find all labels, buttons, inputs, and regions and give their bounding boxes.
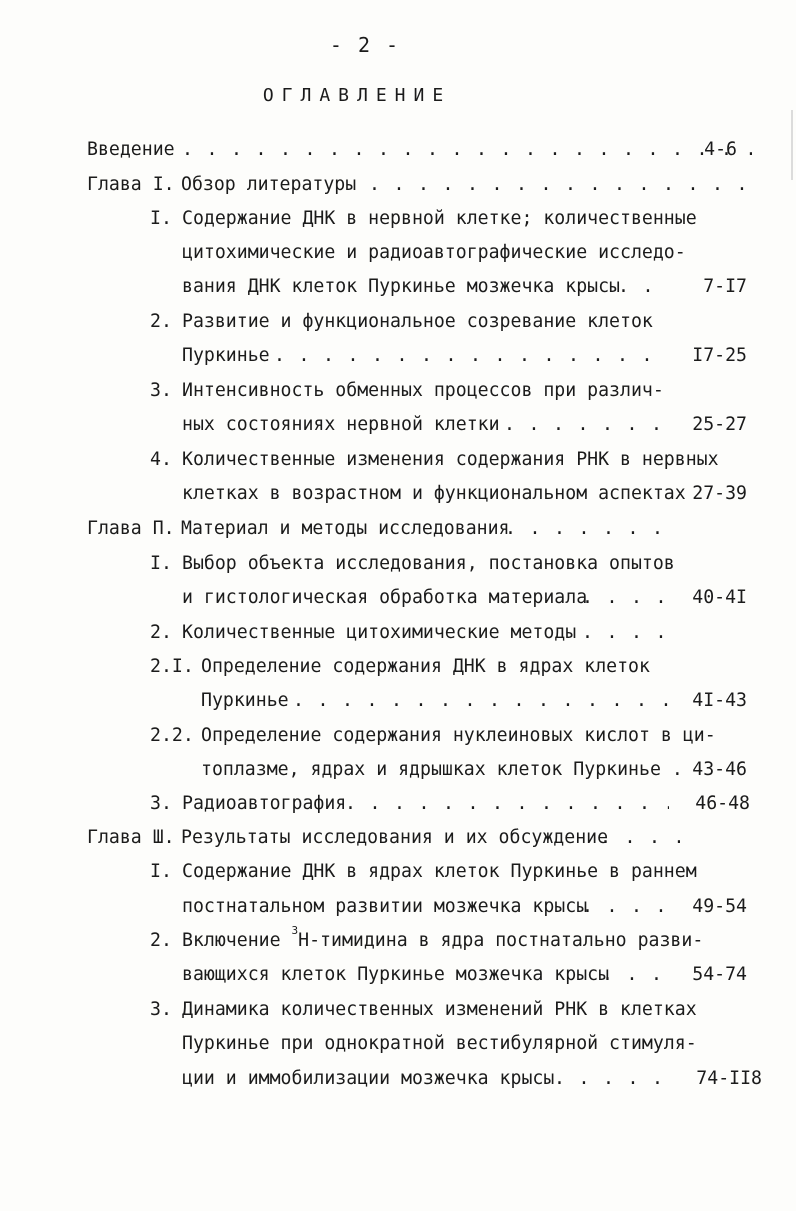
entry-line: Пуркинье	[182, 345, 270, 366]
section-number: 2.	[150, 311, 172, 332]
toc-entry-continued	[182, 238, 762, 268]
entry-line: Развитие и функциональное созревание клеток	[182, 311, 653, 332]
entry-line: постнатальном развитии мозжечка крысы	[182, 896, 588, 917]
leader-dots	[618, 272, 668, 302]
entry-line: ции и иммобилизации мозжечка крысы	[182, 1068, 555, 1089]
entry-pages: 43-46	[692, 759, 747, 780]
entry-line: вания ДНК клеток Пуркинье мозжечка крысы	[182, 276, 620, 297]
entry-line: Интенсивность обменных процессов при различ-	[182, 380, 664, 401]
entry-line: Определение содержания нуклеиновых кислот в ци-	[201, 725, 716, 746]
section-number: 3.	[150, 793, 172, 814]
entry-line: Определение содержания ДНК в ядрах клеток	[201, 656, 650, 677]
entry-line-start: Включение	[182, 930, 281, 951]
section-number: 2.2.	[150, 725, 194, 746]
leader-dots	[293, 686, 669, 716]
page-number: - 2 -	[329, 33, 401, 57]
section-number: I.	[150, 861, 172, 882]
toc-entry-continued	[182, 410, 762, 440]
entry-line: Выбор объекта исследования, постановка опытов	[182, 553, 675, 574]
leader-dots	[554, 1064, 668, 1094]
entry-line: ных состояниях нервной клетки	[182, 414, 500, 435]
entry-line: клетках в возрастном и функциональном аспектах	[182, 483, 686, 504]
entry-line: Содержание ДНК в ядрах клеток Пуркинье в раннем	[182, 861, 697, 882]
chapter-label: Глава Ш.	[87, 827, 175, 848]
toc-entry	[150, 307, 770, 337]
section-number: I.	[150, 208, 172, 229]
toc-entry	[87, 135, 767, 165]
scan-edge-mark	[791, 110, 793, 180]
toc-entry-continued	[182, 1029, 762, 1059]
entry-pages: 74-II8	[696, 1068, 762, 1089]
toc-entry	[87, 823, 767, 853]
entry-pages: 54-74	[692, 964, 747, 985]
toc-entry-continued	[182, 479, 762, 509]
entry-line: Динамика количественных изменений РНК в клетках	[182, 999, 697, 1020]
leader-dots	[369, 170, 749, 200]
entry-title: Обзор литературы	[181, 174, 357, 195]
chapter-label: Глава I.	[87, 174, 175, 195]
entry-line	[182, 926, 703, 956]
entry-line: Содержание ДНК в нервной клетке; количественные	[182, 208, 697, 229]
entry-pages: 46-48	[695, 793, 750, 814]
entry-pages: I7-25	[692, 345, 747, 366]
section-number: 2.	[150, 622, 172, 643]
leader-dots	[505, 514, 667, 544]
entry-line: вающихся клеток Пуркинье мозжечка крысы	[182, 964, 610, 985]
entry-line: и гистологическая обработка материала	[182, 587, 588, 608]
toc-entry	[150, 204, 770, 234]
leader-dots	[274, 341, 668, 371]
entry-pages: 7-I7	[703, 276, 747, 297]
leader-dots	[582, 618, 678, 648]
toc-entry-continued	[182, 1064, 762, 1094]
toc-entry	[150, 445, 770, 475]
toc-entry-continued	[201, 686, 761, 716]
entry-line: Количественные цитохимические методы	[182, 622, 577, 643]
entry-title: Введение	[87, 139, 175, 160]
toc-entry	[150, 857, 770, 887]
entry-pages: 4-6	[704, 139, 737, 160]
toc-entry	[150, 376, 770, 406]
toc-entry	[87, 514, 767, 544]
toc-entry	[150, 652, 770, 682]
entry-pages: 4I-43	[692, 690, 747, 711]
entry-line-end: Н-тимидина в ядра постнатально разви-	[298, 930, 704, 951]
toc-entry	[150, 721, 770, 751]
toc-entry-continued	[201, 755, 761, 785]
section-number: I.	[150, 553, 172, 574]
toc-entry	[150, 618, 770, 648]
leader-dots	[345, 789, 669, 819]
toc-entry	[150, 549, 770, 579]
section-number: 4.	[150, 449, 172, 470]
section-number: 2.	[150, 930, 172, 951]
section-number: 3.	[150, 380, 172, 401]
toc-entry-continued	[182, 583, 762, 613]
section-number: 2.I.	[150, 656, 194, 677]
section-number: 3.	[150, 999, 172, 1020]
toc-entry-continued	[182, 272, 762, 302]
isotope-superscript: 3	[291, 924, 299, 937]
toc-entry-continued	[182, 960, 762, 990]
toc-entry	[150, 995, 770, 1025]
toc-entry-continued	[182, 341, 762, 371]
toc-entry	[150, 926, 770, 956]
leader-dots	[504, 410, 668, 440]
entry-line: топлазме, ядрах и ядрышках клеток Пуркинье .	[201, 759, 683, 780]
chapter-label: Глава П.	[87, 518, 175, 539]
entry-pages: 27-39	[692, 483, 747, 504]
entry-pages: 25-27	[692, 414, 747, 435]
entry-line: Количественные изменения содержания РНК в нервных	[182, 449, 719, 470]
entry-pages: 49-54	[692, 896, 747, 917]
entry-line: цитохимические и радиоавтографические исследо-	[182, 242, 686, 263]
leader-dots	[600, 823, 680, 853]
leader-dots	[602, 960, 678, 990]
entry-pages: 40-4I	[692, 587, 747, 608]
entry-title: Результаты исследования и их обсуждение	[181, 827, 609, 848]
entry-line: Радиоавтография	[182, 793, 347, 814]
leader-dots	[182, 135, 752, 165]
toc-entry	[150, 789, 770, 819]
entry-title: Материал и методы исследования	[181, 518, 510, 539]
toc-entry-continued	[182, 892, 762, 922]
leader-dots	[582, 892, 678, 922]
leader-dots	[582, 583, 678, 613]
toc-title: ОГЛАВЛЕНИЕ	[262, 85, 452, 106]
entry-line: Пуркинье	[201, 690, 289, 711]
entry-line: Пуркинье при однократной вестибулярной стимуля-	[182, 1033, 697, 1054]
toc-entry	[87, 170, 767, 200]
